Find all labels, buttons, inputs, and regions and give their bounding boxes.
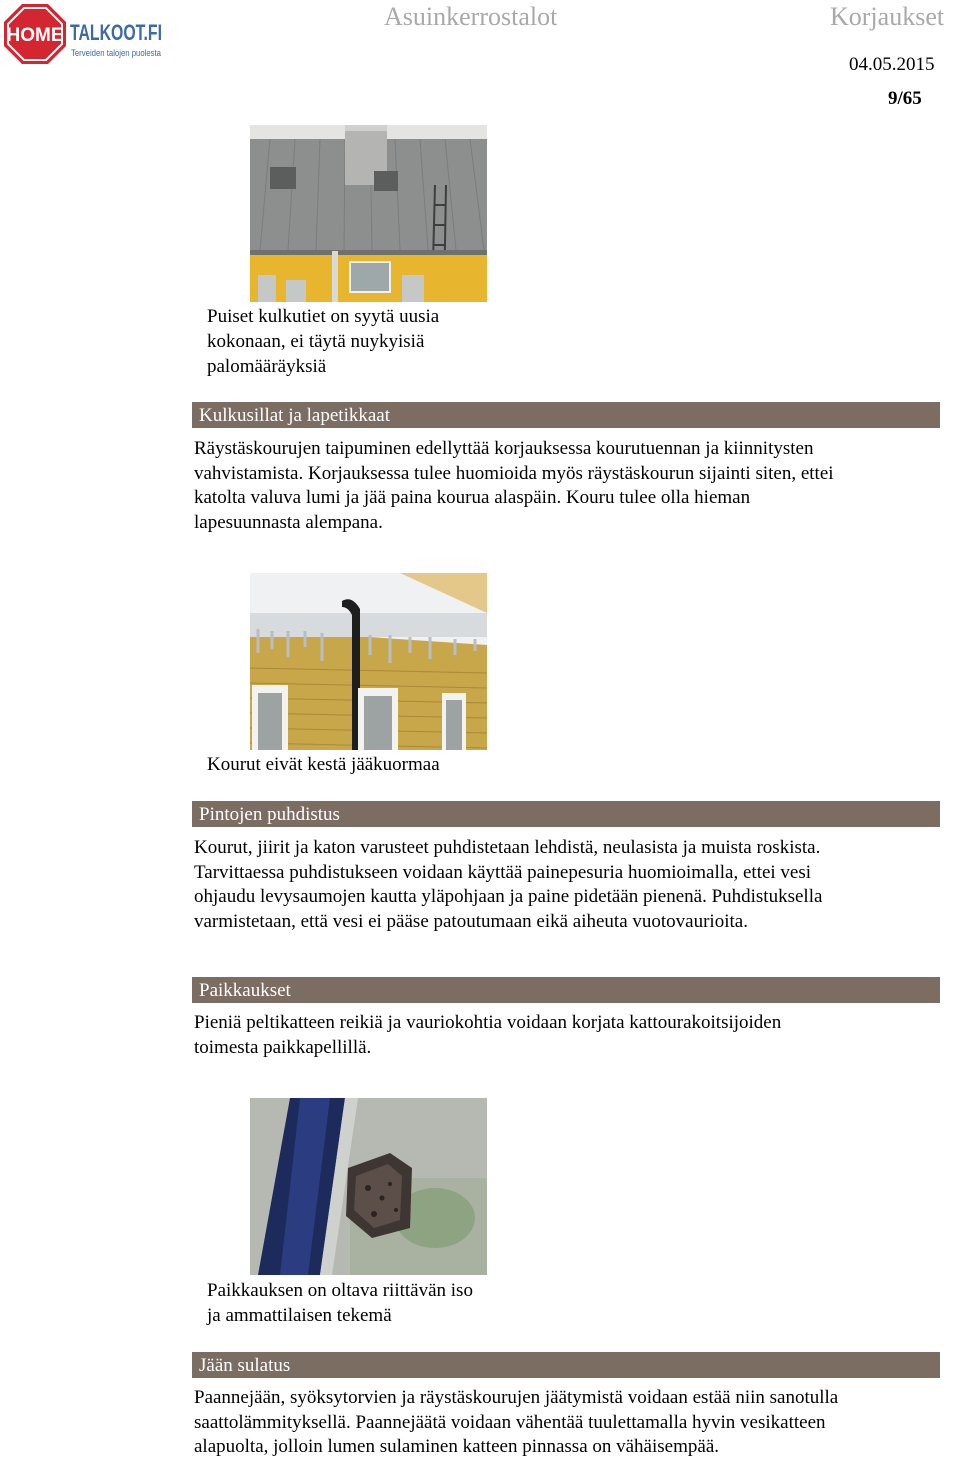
page-number: 9/65 xyxy=(888,88,922,109)
section-body-kulkusillat: Räystäskourujen taipuminen edellyttää korjauksessa kourutuennan ja kiinnitysten vahvistamista. Korjauksessa tulee huomioida myös räystäskourun sijainti siten, ettei katolta valuva lumi ja jää paina kourua alaspäin. Kouru tulee olla hieman lapesuunnasta alempana. xyxy=(194,438,834,533)
photo-caption-1: Puiset kulkutiet on syytä uusia kokonaan, ei täytä nuykyisiä palomääräyksiä xyxy=(207,306,440,377)
logo-home-text: HOME xyxy=(6,25,64,46)
photo-caption-2: Kourut eivät kestä jääkuormaa xyxy=(207,754,440,775)
section-heading-puhdistus: Pintojen puhdistus xyxy=(192,801,940,827)
section-heading-jaan-sulatus: Jään sulatus xyxy=(192,1352,940,1378)
roof-chimney-photo xyxy=(250,125,487,302)
section-body-puhdistus: Kourut, jiirit ja katon varusteet puhdistetaan lehdistä, neulasista ja muista roskista. Tarvittaessa puhdistukseen voidaan käyttää painepesuria huomioimalla, ettei vesi ohjaudu levysaumojen kautta yläpohjaan ja paine pidetään pienenä. Puhdistuksella varmistetaan, että vesi ei pääse patoutumaan eikä aiheuta vuotovaurioita. xyxy=(194,837,823,932)
header-date: 04.05.2015 xyxy=(849,54,935,75)
header-section-title: Korjaukset xyxy=(830,2,945,31)
section-heading-kulkusillat: Kulkusillat ja lapetikkaat xyxy=(192,402,940,428)
logo-tagline-text: Terveiden talojen puolesta xyxy=(71,48,162,59)
gutter-ice-photo xyxy=(250,573,487,750)
header-category-title: Asuinkerrostalot xyxy=(384,2,558,31)
section-body-jaan-sulatus: Paannejään, syöksytorvien ja räystäskourujen jäätymistä voidaan estää niin sanotulla saattolämmityksellä. Paannejäätä voidaan vähentää tuulettamalla hyvin vesikatteen alapuolta, jolloin lumen sulaminen katteen pinnassa on vähäisempää. xyxy=(194,1387,839,1457)
logo-brand-text: TALKOOT.FI xyxy=(70,20,162,45)
roof-patch-photo xyxy=(250,1098,487,1275)
photo-caption-3: Paikkauksen on oltava riittävän iso ja ammattilaisen tekemä xyxy=(207,1280,473,1326)
section-heading-paikkaukset: Paikkaukset xyxy=(192,977,940,1003)
section-body-paikkaukset: Pieniä peltikatteen reikiä ja vauriokohtia voidaan korjata kattourakoitsijoiden toimesta paikkapellillä. xyxy=(194,1012,782,1058)
hometalkoot-logo[interactable] xyxy=(4,2,164,64)
